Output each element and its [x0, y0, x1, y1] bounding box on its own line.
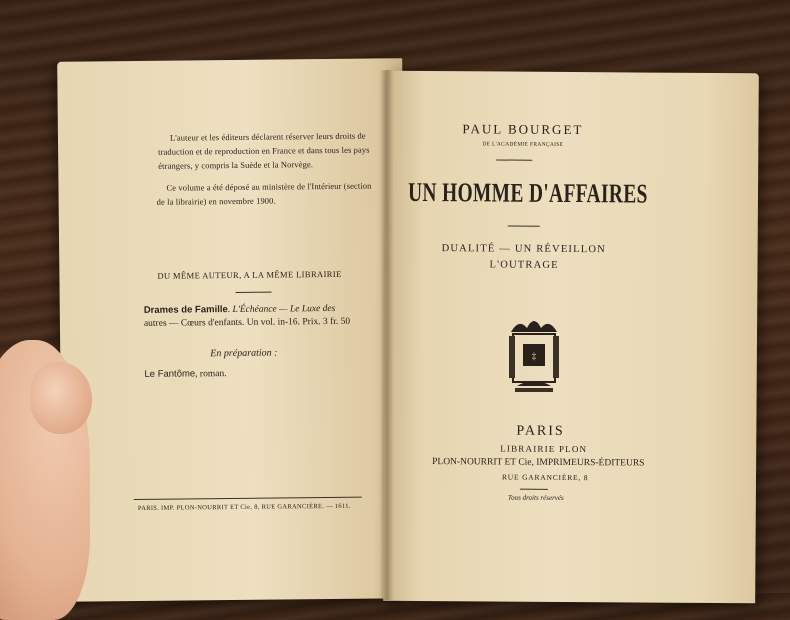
entry-title: Drames de Famille: [143, 304, 228, 316]
publisher-address: RUE GARANCIÈRE, 8: [501, 472, 589, 483]
same-author-heading: DU MÊME AUTEUR, A LA MÊME LIBRAIRIE: [157, 268, 342, 281]
title-divider-top: [496, 159, 532, 160]
author-name: PAUL BOURGET: [462, 121, 584, 138]
entry-line-1: L'Échéance — Le Luxe des: [232, 303, 336, 315]
book-spine-gutter: [380, 70, 394, 600]
academy-line: DE L'ACADÉMIE FRANÇAISE: [482, 141, 564, 148]
address-divider: [520, 489, 548, 490]
printer-line: PARIS. IMP. PLON-NOURRIT ET Cie, 8, RUE GARANCIÈRE. — 1611.: [137, 502, 351, 513]
right-page: [383, 71, 759, 604]
rights-reserved: Tous droits réservés: [507, 493, 564, 502]
printer-rule: [134, 497, 362, 500]
deposit-notice-line-1: Ce volume a été déposé au ministère de l'Intérieur (section: [166, 180, 372, 193]
svg-text:‡: ‡: [531, 351, 537, 361]
city: PARIS: [516, 423, 565, 439]
rights-notice-line-3: étrangers, y compris la Suède et la Norvège.: [158, 159, 314, 171]
rights-notice-line-1: L'auteur et les éditeurs déclarent réserver leurs droits de: [169, 130, 366, 143]
contents-line-1: DUALITÉ — UN RÉVEILLON: [441, 243, 606, 256]
deposit-notice-line-2: de la librairie) en novembre 1900.: [156, 195, 276, 207]
publisher-emblem: [505, 312, 563, 394]
entry-line-2: autres — Cœurs d'enfants. Un vol. in-16. Prix. 3 fr. 50: [143, 316, 351, 329]
rights-notice-line-2: traduction et de reproduction en France et dans tous les pays: [158, 144, 370, 157]
left-page: [57, 58, 408, 602]
works-entry: Drames de Famille. L'Échéance — Le Luxe des: [143, 303, 336, 316]
upcoming-title: Le Fantôme: [144, 368, 196, 380]
upcoming-type: , roman.: [195, 369, 227, 380]
title-divider-bottom: [508, 226, 540, 227]
in-preparation-label: En préparation :: [210, 347, 278, 360]
upcoming-work: [144, 368, 226, 380]
contents-line-2: L'OUTRAGE: [489, 259, 559, 271]
publisher-name: LIBRAIRIE PLON: [500, 443, 588, 455]
publisher-full: PLON-NOURRIT ET Cie, IMPRIMEURS-ÉDITEURS: [432, 457, 645, 469]
divider: [236, 292, 272, 293]
book-title: UN HOMME D'AFFAIRES: [407, 176, 648, 209]
thumb: [30, 362, 92, 434]
